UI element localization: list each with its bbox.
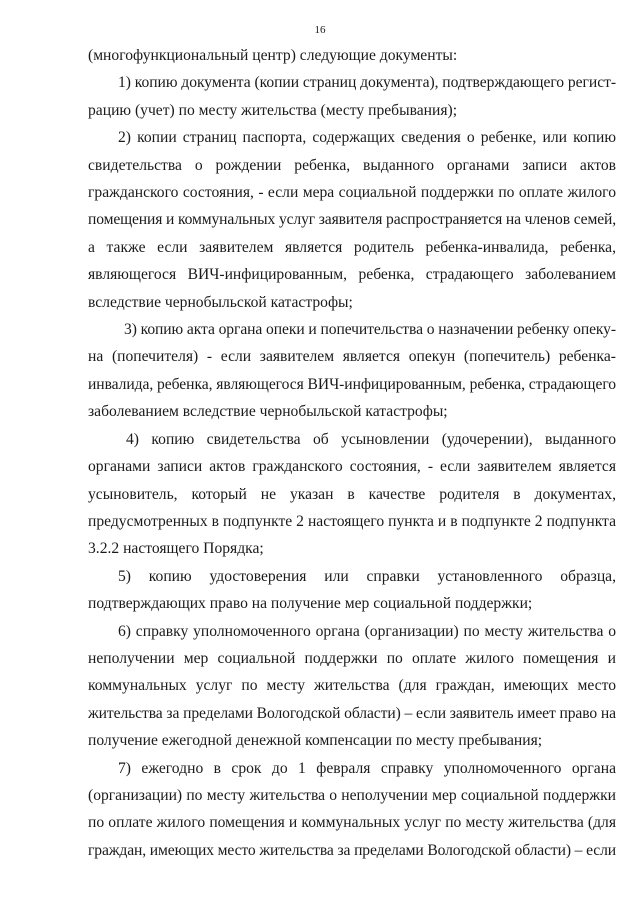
- text-line: (организации) по месту жительства о неполучении мер социальной поддержки: [88, 786, 616, 804]
- text-line: заболеванием вследствие чернобыльской катастрофы;: [88, 403, 448, 421]
- text-line: по оплате жилого помещения и коммунальных услуг по месту жительства (для: [88, 814, 616, 832]
- page-number: 16: [314, 24, 326, 36]
- document-body: [88, 42, 616, 864]
- text-line: 2) копии страниц паспорта, содержащих сведения о ребенке, или копию: [118, 129, 616, 147]
- text-line: 6) справку уполномоченного органа (организации) по месту жительства о: [118, 622, 616, 640]
- text-line: 4) копию свидетельства об усыновлении (удочерении), выданного: [126, 430, 616, 448]
- text-line: неполучении мер социальной поддержки по оплате жилого помещения и: [88, 649, 616, 667]
- text-line: 3) копию акта органа опеки и попечительства о назначении ребенку опеку-: [124, 321, 616, 339]
- text-line: усыновитель, который не указан в качестве родителя в документах,: [88, 485, 616, 503]
- text-line: получение ежегодной денежной компенсации по месту пребывания;: [88, 732, 543, 750]
- text-line: являющегося ВИЧ-инфицированным, ребенка, страдающего заболеванием: [88, 266, 616, 284]
- text-line: жительства за пределами Вологодской области) – если заявитель имеет право на: [88, 704, 616, 722]
- text-line: инвалида, ребенка, являющегося ВИЧ-инфицированным, ребенка, страдающего: [88, 375, 616, 393]
- text-line: 5) копию удостоверения или справки установленного образца,: [118, 567, 616, 585]
- text-line: органами записи актов гражданского состояния, - если заявителем является: [88, 458, 616, 476]
- text-line: 3.2.2 настоящего Порядка;: [88, 540, 264, 558]
- text-line: а также если заявителем является родитель ребенка-инвалида, ребенка,: [88, 238, 616, 256]
- text-line: 1) копию документа (копии страниц документа), подтверждающего регист-: [118, 74, 616, 92]
- text-line: подтверждающих право на получение мер социальной поддержки;: [88, 595, 533, 613]
- text-line: вследствие чернобыльской катастрофы;: [88, 293, 353, 311]
- text-line: свидетельства о рождении ребенка, выданного органами записи актов: [88, 156, 616, 174]
- text-line: коммунальных услуг по месту жительства (для граждан, имеющих место: [88, 677, 616, 695]
- text-line: (многофункциональный центр) следующие документы:: [88, 47, 458, 64]
- text-line: предусмотренных в подпункте 2 настоящего пункта и в подпункте 2 подпункта: [88, 512, 616, 530]
- text-line: рацию (учет) по месту жительства (месту пребывания);: [88, 101, 458, 119]
- text-line: гражданского состояния, - если мера социальной поддержки по оплате жилого: [88, 184, 616, 202]
- text-line: на (попечителя) - если заявителем является опекун (попечитель) ребенка-: [88, 348, 616, 366]
- text-line: 7) ежегодно в срок до 1 февраля справку уполномоченного органа: [118, 759, 616, 777]
- text-line: граждан, имеющих место жительства за пределами Вологодской области) – если: [88, 841, 616, 859]
- text-line: помещения и коммунальных услуг заявителя распространяется на членов семей,: [88, 211, 616, 229]
